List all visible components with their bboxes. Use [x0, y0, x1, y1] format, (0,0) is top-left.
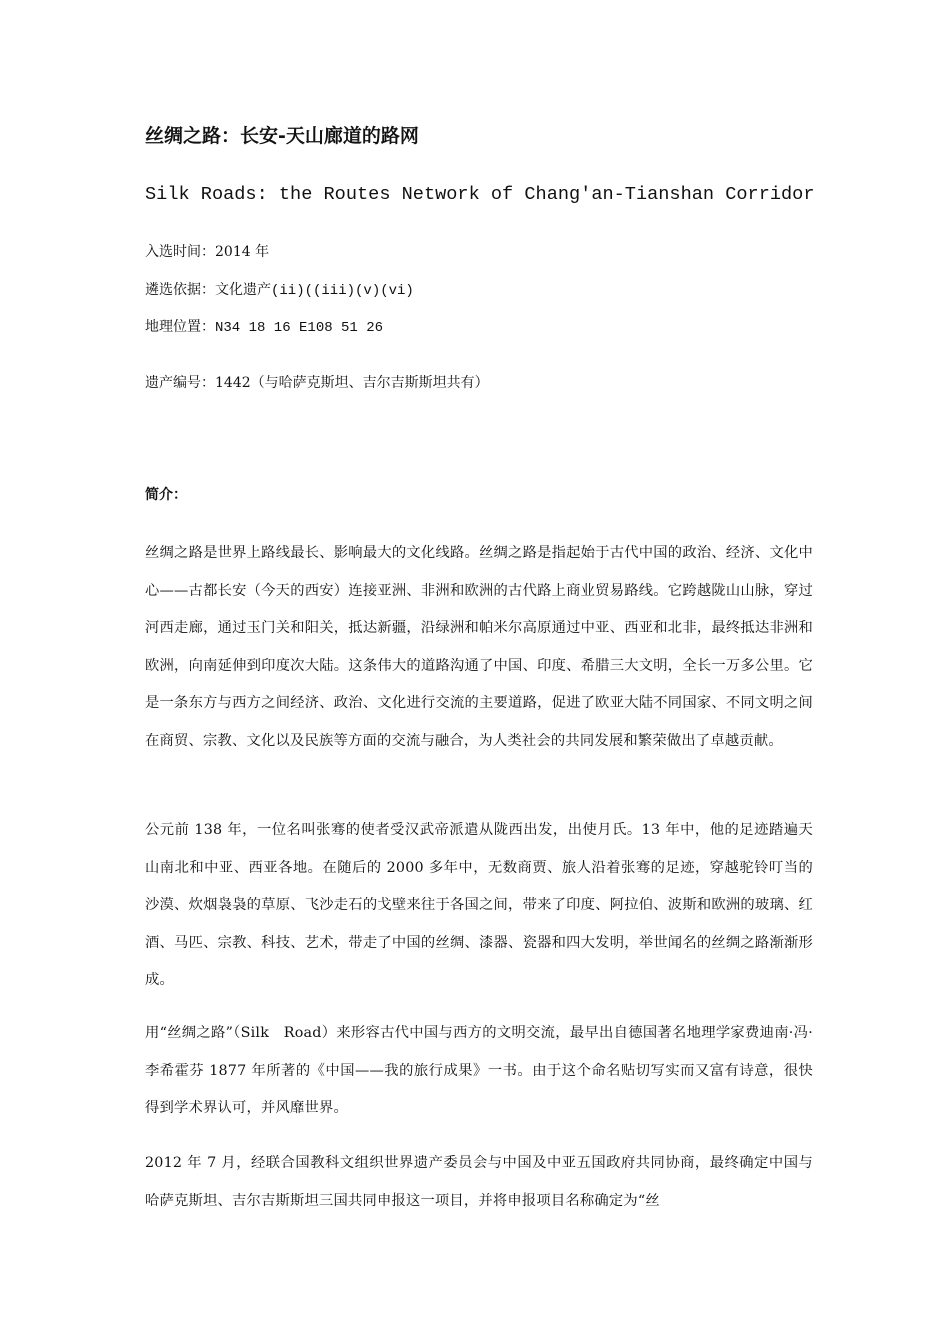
reference-number-label: 遗产编号： [145, 375, 215, 391]
english-title: Silk Roads: the Routes Network of Chang'an-Tianshan Corridor [145, 184, 815, 205]
intro-paragraph-4: 2012 年 7 月，经联合国教科文组织世界遗产委员会与中国及中亚五国政府共同协商，最终确定中国与哈萨克斯坦、吉尔吉斯斯坦三国共同申报这一项目，并将申报项目名称确定为“丝 [145, 1155, 813, 1209]
reference-number-row [145, 372, 805, 394]
inscription-year-row [145, 241, 805, 263]
inscription-year-label: 入选时间： [145, 244, 215, 260]
criteria-label: 遴选依据： [145, 282, 215, 298]
intro-heading: 简介： [145, 487, 187, 503]
criteria-row [145, 279, 805, 302]
location-row [145, 316, 805, 339]
reference-number-value: 1442（与哈萨克斯坦、吉尔吉斯斯坦共有） [215, 375, 489, 391]
intro-paragraph-3: 用“丝绸之路”（Silk Road）来形容古代中国与西方的文明交流，最早出自德国著名地理学家费迪南·冯·李希霍芬 1877 年所著的《中国——我的旅行成果》一书。由于这个命名贴切写实而又富有诗意，很快得到学术界认可，并风靡世界。 [145, 1025, 813, 1116]
location-label: 地理位置： [145, 319, 215, 335]
location-value: N34 18 16 E108 51 26 [215, 320, 384, 336]
criteria-value: 文化遗产(ii)((iii)(v)(vi) [215, 283, 414, 299]
inscription-year-value: 2014 年 [215, 244, 270, 260]
intro-paragraph-1: 丝绸之路是世界上路线最长、影响最大的文化线路。丝绸之路是指起始于古代中国的政治、经济、文化中心——古都长安（今天的西安）连接亚洲、非洲和欧洲的古代路上商业贸易路线。它跨越陇山山脉，穿过河西走廊，通过玉门关和阳关，抵达新疆，沿绿洲和帕米尔高原通过中亚、西亚和北非，最终抵达非洲和欧洲，向南延伸到印度次大陆。这条伟大的道路沟通了中国、印度、希腊三大文明，全长一万多公里。它是一条东方与西方之间经济、政治、文化进行交流的主要道路，促进了欧亚大陆不同国家、不同文明之间在商贸、宗教、文化以及民族等方面的交流与融合，为人类社会的共同发展和繁荣做出了卓越贡献。 [145, 545, 813, 749]
chinese-title: 丝绸之路：长安-天山廊道的路网 [145, 125, 419, 147]
intro-paragraph-2: 公元前 138 年，一位名叫张骞的使者受汉武帝派遣从陇西出发，出使月氏。13 年中，他的足迹踏遍天山南北和中亚、西亚各地。在随后的 2000 多年中，无数商贾、旅人沿着张骞的足迹，穿越驼铃叮当的沙漠、炊烟袅袅的草原、飞沙走石的戈壁来往于各国之间，带来了印度、阿拉伯、波斯和欧洲的玻璃、红酒、马匹、宗教、科技、艺术，带走了中国的丝绸、漆器、瓷器和四大发明，举世闻名的丝绸之路渐渐形成。 [145, 822, 813, 988]
